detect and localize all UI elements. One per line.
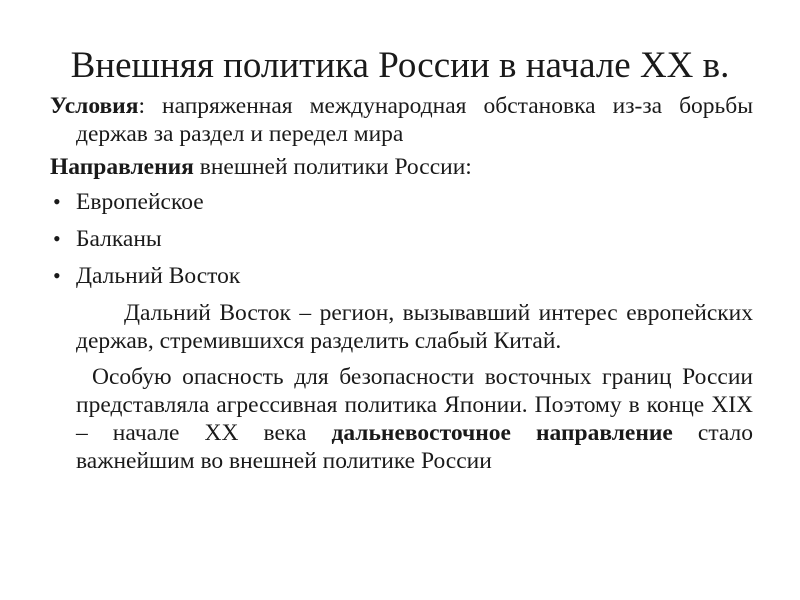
list-item-label: Балканы	[76, 226, 162, 252]
directions-label: Направления	[50, 154, 194, 180]
conditions-label: Условия	[50, 93, 139, 119]
japan-bold-text: дальневосточное направление	[331, 420, 673, 446]
directions-heading	[50, 153, 753, 181]
list-item	[50, 188, 753, 216]
japan-text-after: стало важнейшим во внешней политике России	[76, 420, 753, 474]
list-item-label: Дальний Восток	[76, 263, 241, 289]
directions-list	[50, 188, 753, 290]
conditions-text: : напряженная международная обстановка из-за борьбы держав за раздел и передел мира	[76, 93, 753, 147]
japan-paragraph	[50, 363, 753, 475]
slide-title: Внешняя политика России в начале XX в.	[70, 45, 730, 86]
slide-content	[50, 92, 753, 475]
directions-text: внешней политики России:	[193, 154, 472, 180]
bullet-icon: •	[53, 226, 61, 251]
list-item-label: Европейское	[76, 189, 204, 215]
far-east-paragraph: Дальний Восток – регион, вызывавший интерес европейских держав, стремившихся разделить слабый Китай.	[76, 300, 753, 354]
conditions-paragraph	[50, 92, 753, 148]
list-item	[50, 225, 753, 253]
bullet-icon: •	[53, 263, 61, 288]
bullet-icon: •	[53, 189, 61, 214]
list-item	[50, 262, 753, 290]
japan-text-before: Особую опасность для безопасности восточных границ России представляла агрессивная политика Японии. Поэтому в конце XIX – начале XX века	[76, 364, 753, 446]
